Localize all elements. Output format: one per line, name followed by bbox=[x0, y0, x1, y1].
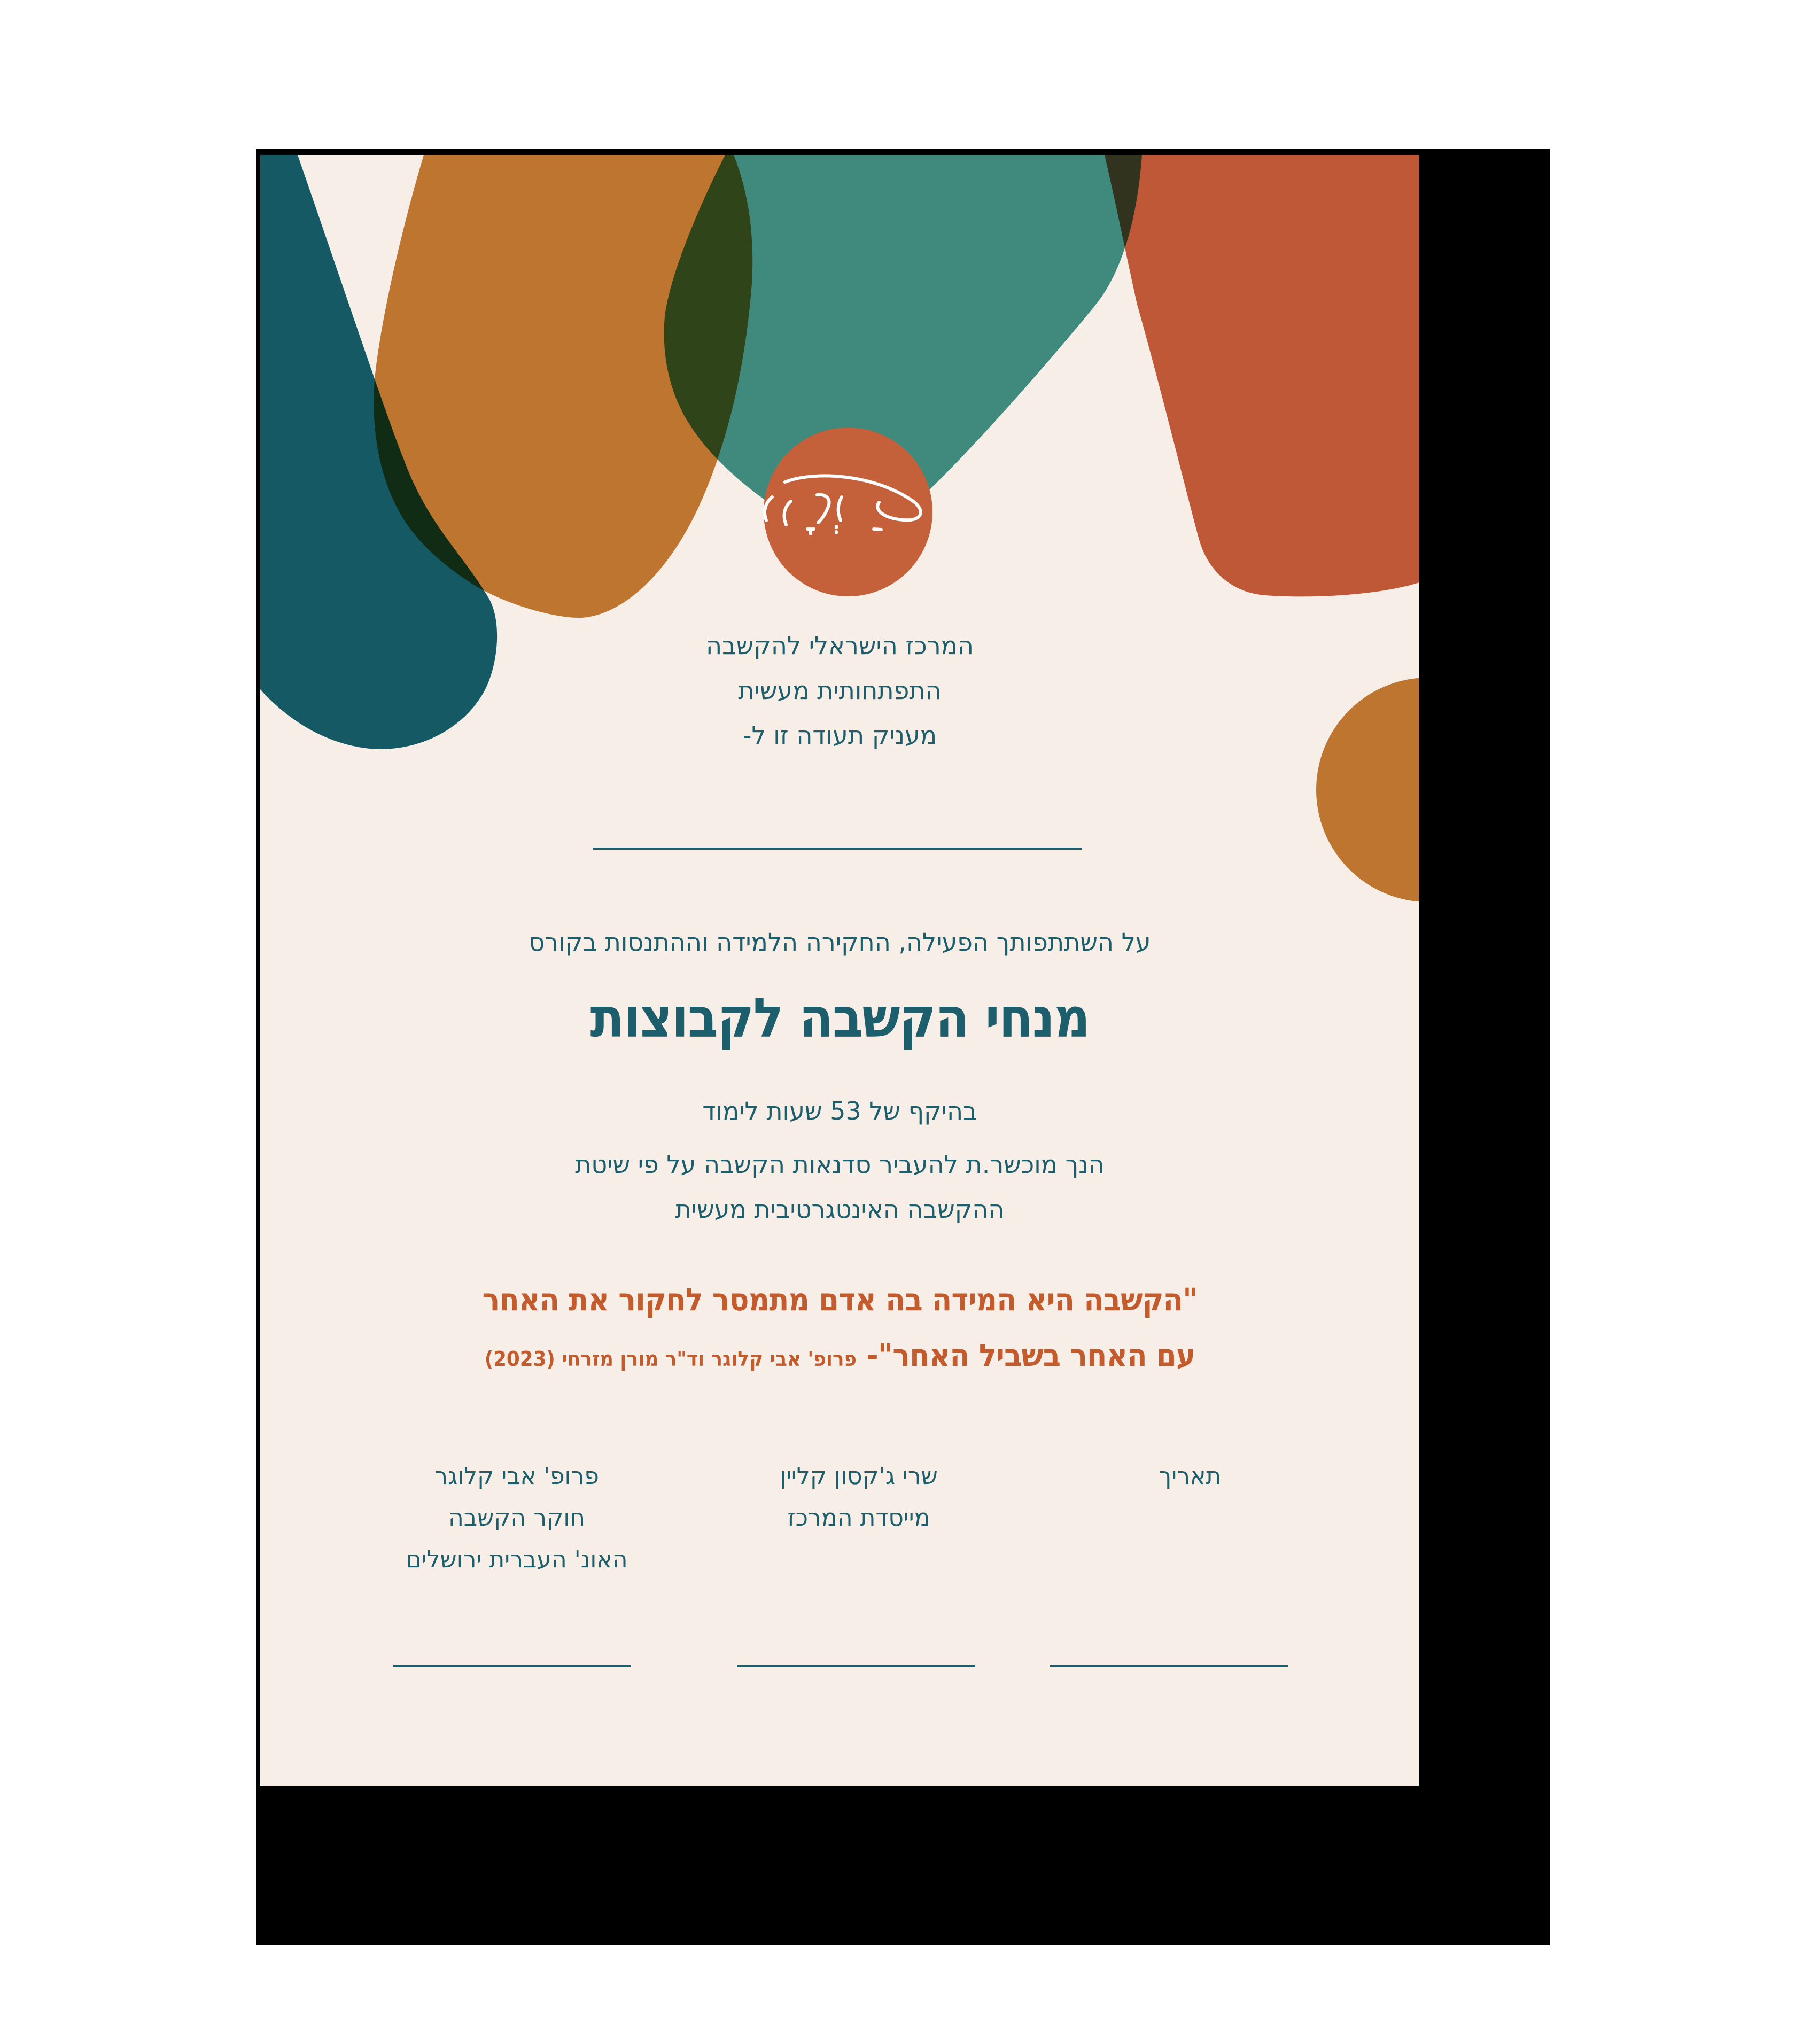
quote-line-1: "הקשבה היא המידה בה אדם מתמסר לחקור את האחר bbox=[482, 1281, 1198, 1318]
signatory-researcher-name: פרופ' אבי קלוגר bbox=[434, 1463, 599, 1490]
quote-line-2 bbox=[295, 1337, 1385, 1373]
quote-attribution: פרופ' אבי קלוגר וד"ר מורן מזרחי (2023) bbox=[484, 1347, 857, 1371]
quote-line-2-bold: עם האחר בשביל האחר"- bbox=[857, 1337, 1195, 1373]
participation-line: על השתתפותך הפעילה, החקירה הלמידה וההתנסות בקורס bbox=[529, 928, 1151, 957]
recipient-name-line bbox=[593, 848, 1082, 850]
date-label: תאריך bbox=[1159, 1463, 1222, 1490]
qualification-line-1: הנך מוכשר.ת להעביר סדנאות הקשבה על פי שיטת bbox=[575, 1150, 1105, 1179]
scope-line: בהיקף של 53 שעות לימוד bbox=[702, 1097, 977, 1125]
qualification-block bbox=[260, 1142, 1419, 1232]
logo-badge bbox=[764, 428, 932, 596]
signatory-date bbox=[1030, 1456, 1350, 1497]
issuer-line-2: התפתחותית מעשית bbox=[738, 676, 942, 705]
qualification-line-2: ההקשבה האינטגרטיבית מעשית bbox=[675, 1195, 1005, 1224]
signatory-founder-role: מייסדת המרכז bbox=[787, 1504, 930, 1532]
issuer-line-1: המרכז הישראלי להקשבה bbox=[706, 631, 974, 660]
signatory-founder-name: שרי ג'קסון קליין bbox=[780, 1463, 938, 1490]
signature-line-researcher bbox=[393, 1665, 631, 1667]
logo-circle bbox=[764, 428, 932, 596]
certificate bbox=[260, 155, 1419, 1786]
signatory-researcher-role: חוקר הקשבה bbox=[448, 1504, 586, 1532]
signatory-researcher-org: האונ' העברית ירושלים bbox=[406, 1546, 628, 1573]
issuer-block bbox=[260, 623, 1419, 758]
blob-rust-icon bbox=[1105, 155, 1419, 596]
course-title: מנחי הקשבה לקבוצות bbox=[590, 986, 1090, 1050]
signature-line-date bbox=[1050, 1665, 1288, 1667]
issuer-line-3: מעניק תעודה זו ל- bbox=[742, 721, 937, 750]
signature-line-founder bbox=[737, 1665, 975, 1667]
signatory-researcher bbox=[356, 1456, 677, 1581]
signatory-founder bbox=[698, 1456, 1019, 1539]
